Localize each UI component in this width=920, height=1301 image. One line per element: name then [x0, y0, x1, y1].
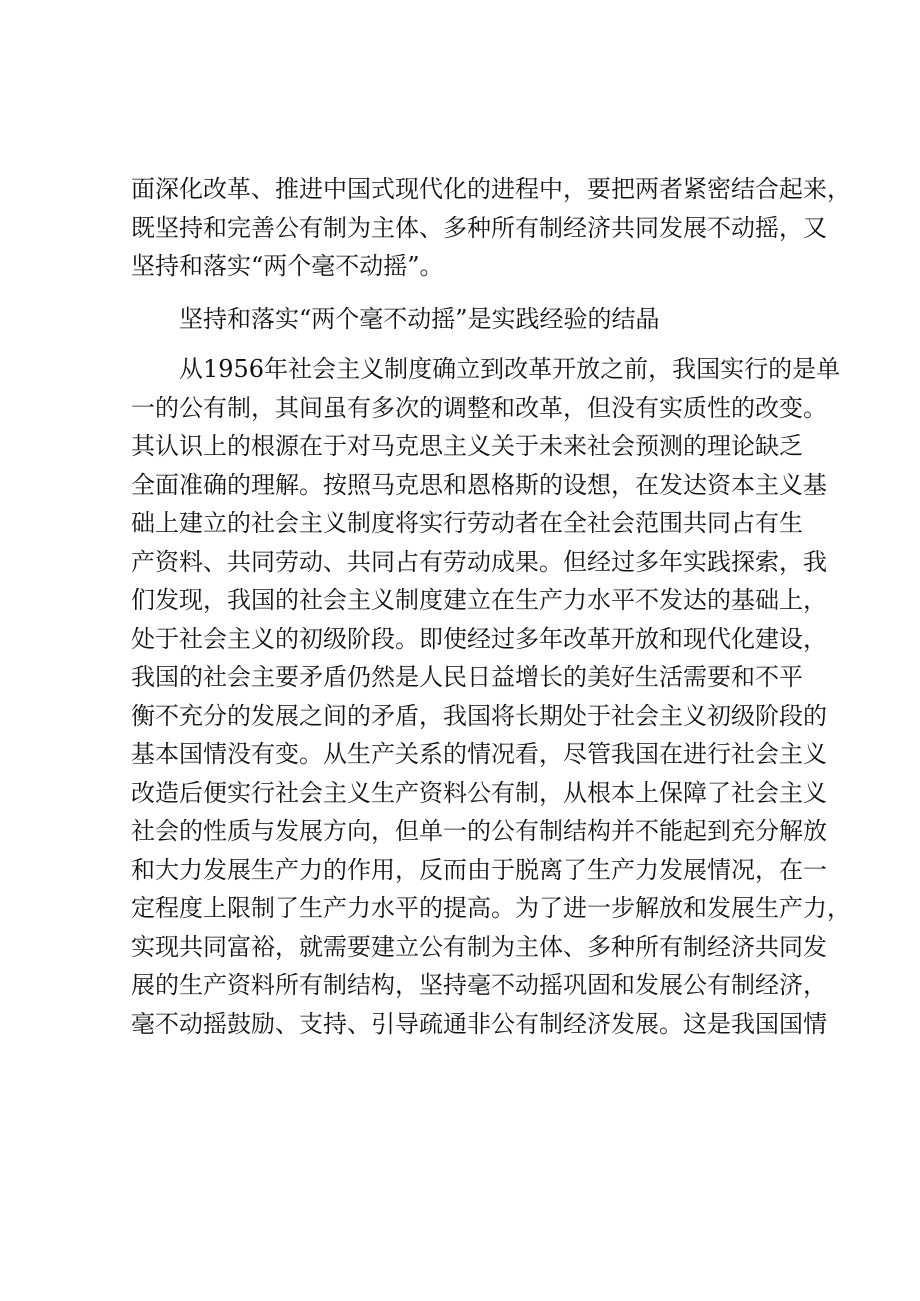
paragraph-line: 从1956年社会主义制度确立到改革开放之前，我国实行的是单	[179, 355, 841, 383]
paragraph-line: 定程度上限制了生产力水平的提高。为了进一步解放和发展生产力，	[131, 894, 851, 922]
paragraph-line: 其认识上的根源在于对马克思主义关于未来社会预测的理论缺乏	[131, 432, 803, 460]
paragraph-line: 处于社会主义的初级阶段。即使经过多年改革开放和现代化建设，	[131, 624, 827, 653]
paragraph-line: 坚持和落实“两个毫不动摇”。	[131, 252, 444, 280]
paragraph-line: 社会的性质与发展方向，但单一的公有制结构并不能起到充分解放	[131, 817, 827, 845]
paragraph-line: 产资料、共同劳动、共同占有劳动成果。但经过多年实践探索，我	[131, 547, 827, 576]
paragraph-line: 和大力发展生产力的作用，反而由于脱离了生产力发展情况，在一	[131, 855, 827, 884]
paragraph-line: 我国的社会主要矛盾仍然是人民日益增长的美好生活需要和不平	[131, 663, 803, 691]
paragraph-continuation	[131, 170, 851, 286]
paragraph-line: 础上建立的社会主义制度将实行劳动者在全社会范围共同占有生	[131, 509, 803, 537]
paragraph-line: 一的公有制，其间虽有多次的调整和改革，但没有实质性的改变。	[131, 393, 827, 422]
paragraph-line: 全面准确的理解。按照马克思和恩格斯的设想，在发达资本主义基	[131, 470, 827, 499]
paragraph-body	[131, 350, 851, 1043]
paragraph-line: 衡不充分的发展之间的矛盾，我国将长期处于社会主义初级阶段的	[131, 701, 827, 730]
paragraph-line: 既坚持和完善公有制为主体、多种所有制经济共同发展不动摇，又	[131, 213, 827, 242]
paragraph-line: 毫不动摇鼓励、支持、引导疏通非公有制经济发展。这是我国国情	[131, 1009, 827, 1038]
paragraph-line: 基本国情没有变。从生产关系的情况看，尽管我国在进行社会主义	[131, 740, 827, 768]
paragraph-line: 实现共同富裕，就需要建立公有制为主体、多种所有制经济共同发	[131, 932, 827, 961]
paragraph-line: 改造后便实行社会主义生产资料公有制，从根本上保障了社会主义	[131, 778, 827, 807]
paragraph-line: 展的生产资料所有制结构，坚持毫不动摇巩固和发展公有制经济，	[131, 971, 827, 999]
paragraph-line: 面深化改革、推进中国式现代化的进程中，要把两者紧密结合起来，	[131, 175, 851, 203]
paragraph-line: 们发现，我国的社会主义制度建立在生产力水平不发达的基础上，	[131, 586, 827, 614]
section-heading-block	[131, 300, 801, 339]
section-heading: 坚持和落实“两个毫不动摇”是实践经验的结晶	[179, 305, 660, 333]
